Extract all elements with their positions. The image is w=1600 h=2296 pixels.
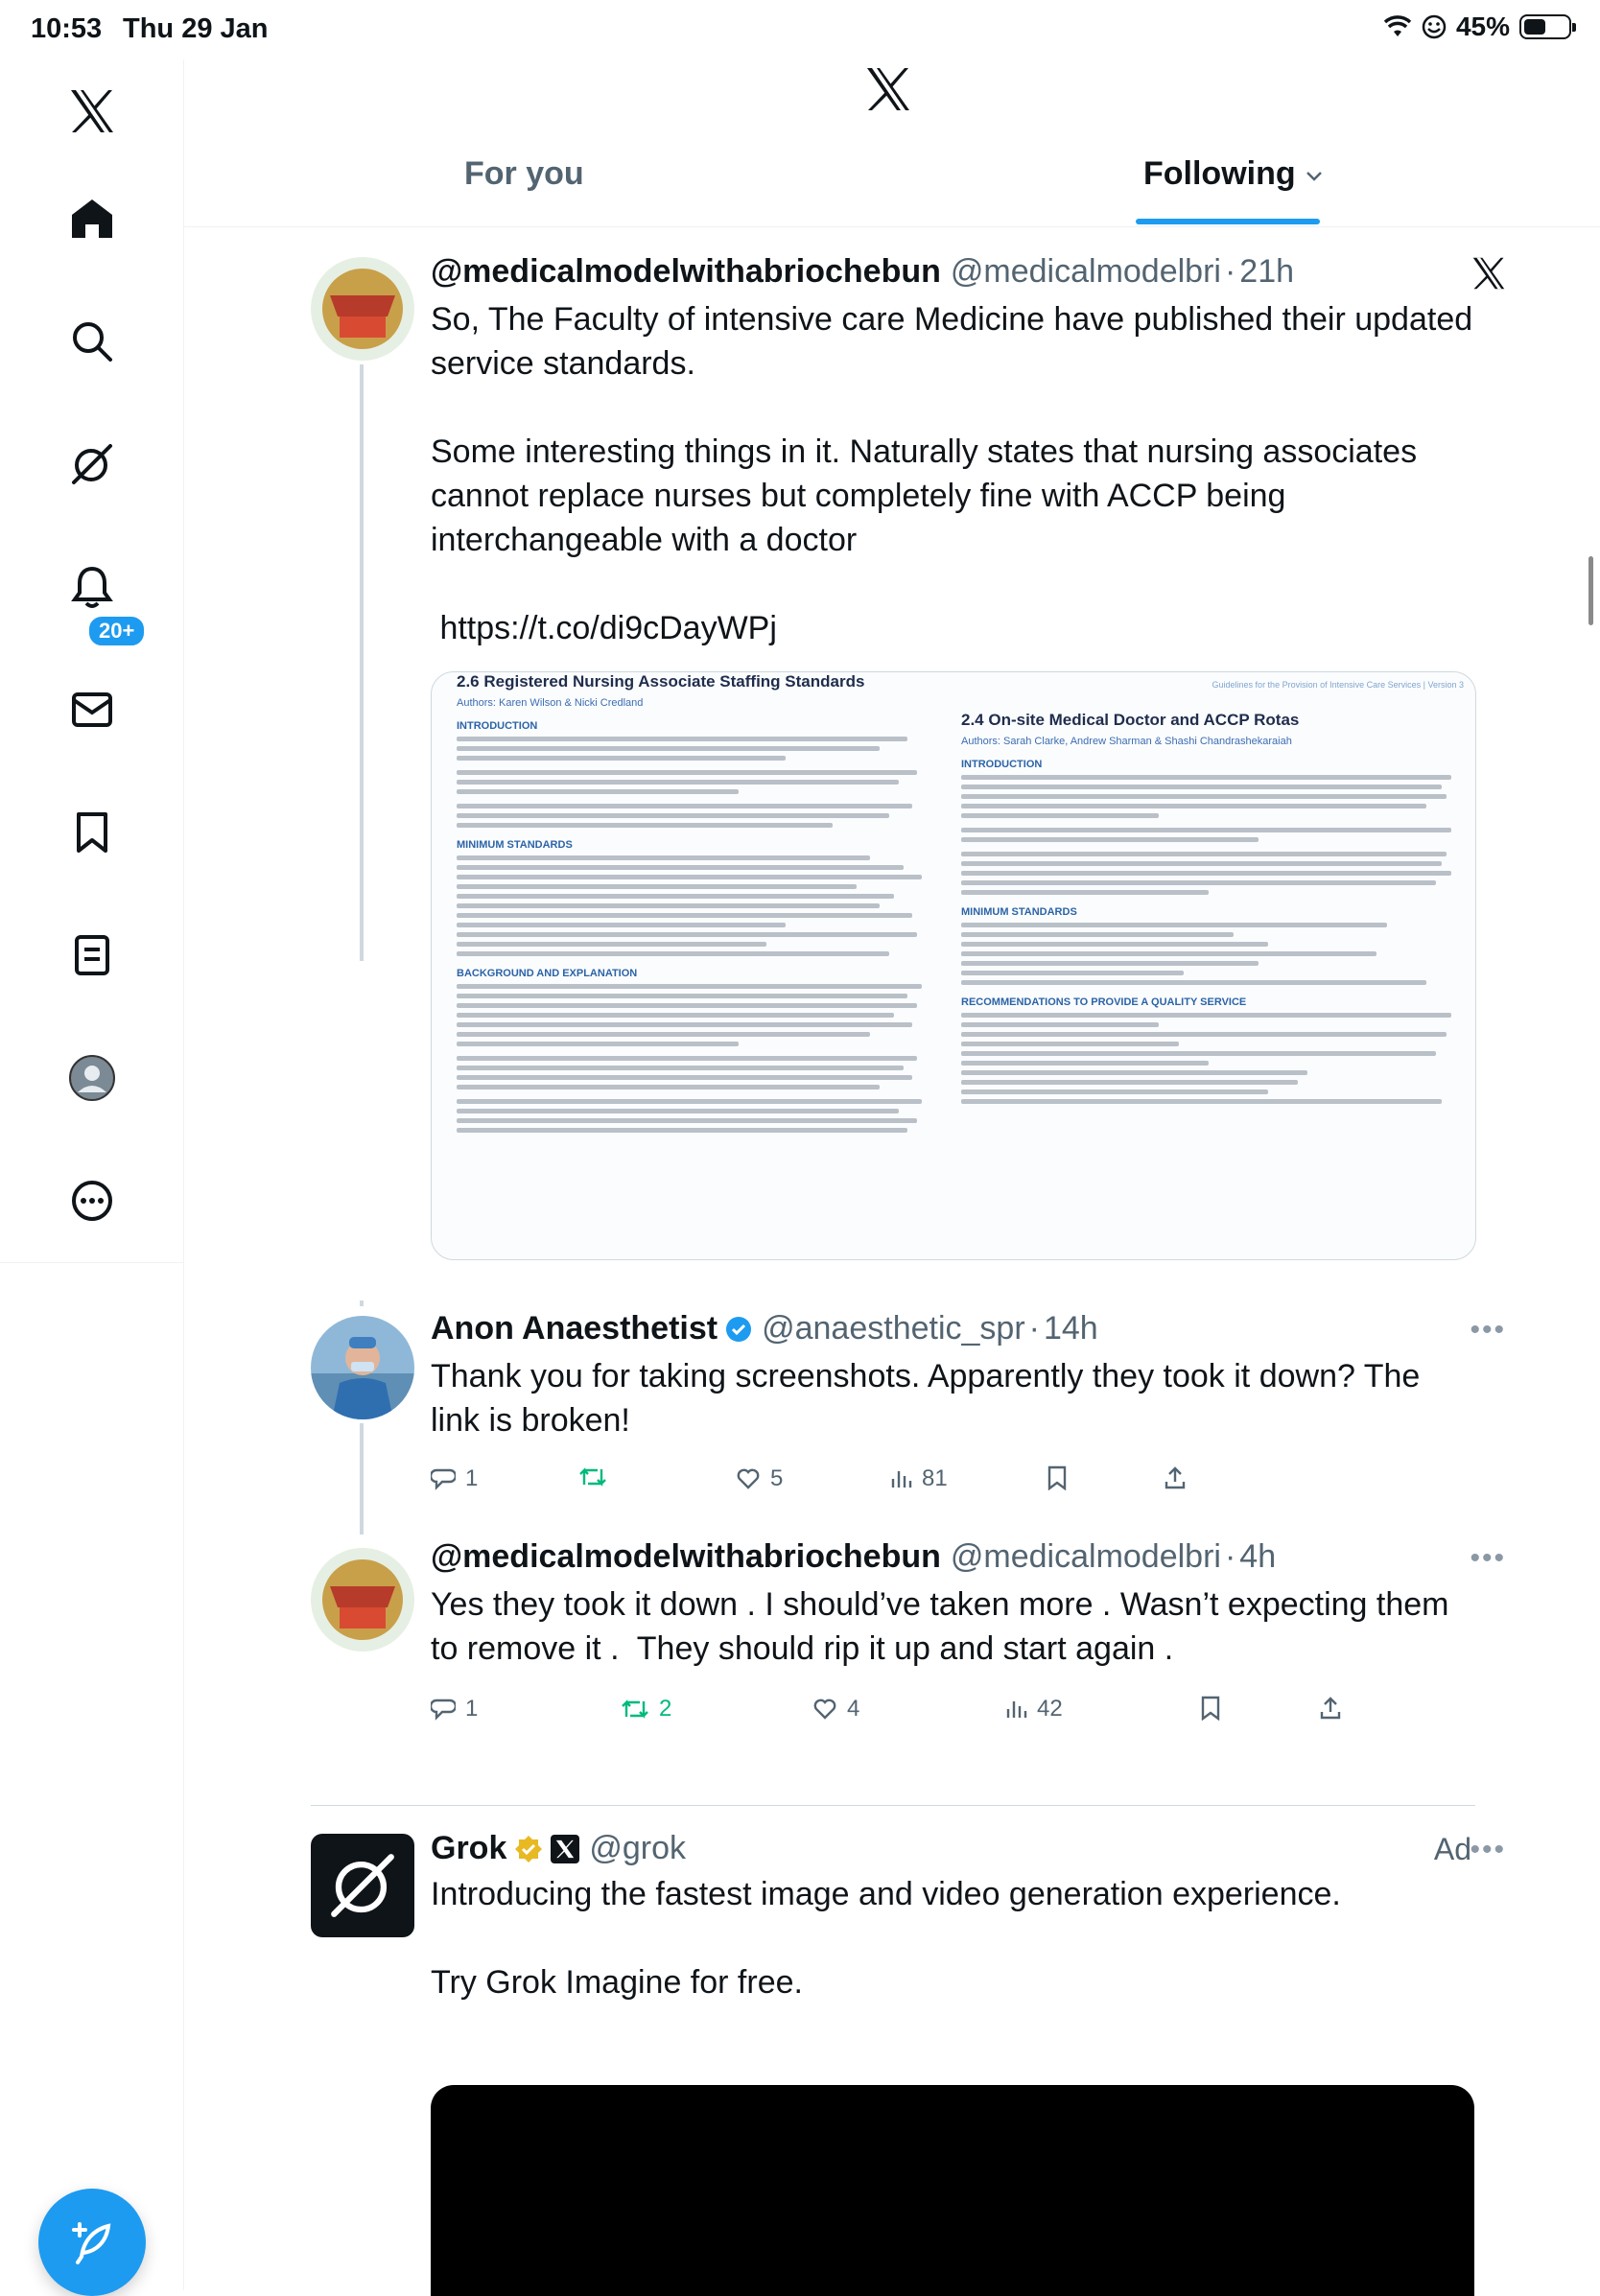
timeline-tabs [184,155,1600,227]
bookmark-icon [1047,1465,1068,1490]
tweet-3[interactable] [184,1535,1600,1722]
scrollbar[interactable] [1588,556,1593,625]
bookmark-icon [1200,1696,1221,1721]
tweet-time[interactable]: 21h [1239,253,1295,290]
views-button[interactable]: 81 [889,1465,948,1492]
more-icon[interactable] [54,1162,130,1239]
battery-icon [1519,14,1571,39]
ad-label: Ad [1433,1832,1471,1866]
status-time: 10:53 [31,13,103,44]
tweet-text: So, The Faculty of intensive care Medicine have published their updated service standards. Some interesting things in it. Naturally states that nursing associates cannot replace nurses but completely fine with ACCP being interchangeable with a doctor https://t.co/di9cDayWPj [431,301,1473,646]
main-timeline [184,59,1600,2290]
author-handle[interactable]: @medicalmodelbri [950,1538,1221,1575]
tweet-header [431,1830,686,1867]
share-icon [1164,1465,1187,1490]
like-button[interactable]: 5 [736,1465,783,1492]
doc-right-column [961,711,1456,1104]
bookmarks-icon[interactable] [54,794,130,871]
search-icon[interactable] [54,303,130,380]
status-bar [0,0,1600,59]
thread-line [360,1423,364,1535]
avatar[interactable] [311,1316,414,1419]
doc-left-section: MINIMUM STANDARDS [457,839,573,851]
verified-gold-badge-icon [514,1835,543,1863]
tweet-header: @medicalmodelwithabriochebun @medicalmodelbri · 21h [431,253,1295,290]
focus-smiley-icon [1422,14,1447,39]
grok-logo-icon [328,1851,397,1920]
tweet-actions [431,1696,1486,1734]
thread-line [360,364,364,961]
tweet-time[interactable]: 4h [1239,1538,1277,1575]
x-header-logo-icon [865,67,911,116]
tweet-image-preview[interactable] [431,671,1476,1260]
messages-icon[interactable] [54,671,130,748]
heart-icon [736,1467,761,1490]
x-logo-icon[interactable] [54,73,130,150]
tweet-text: Introducing the fastest image and video generation experience. Try Grok Imagine for free. [431,1876,1341,2001]
author-name[interactable]: @medicalmodelwithabriochebun [431,1538,941,1575]
avatar[interactable] [311,1834,414,1937]
avatar[interactable] [311,257,414,361]
doc-right-authors: Authors: Sarah Clarke, Andrew Sharman & Shashi Chandrashekaraiah [961,736,1292,747]
views-icon [889,1467,912,1490]
home-icon[interactable] [54,180,130,257]
share-button[interactable] [1319,1696,1342,1721]
affiliate-x-icon [551,1835,579,1863]
doc-left-section: BACKGROUND AND EXPLANATION [457,968,638,979]
more-options-icon[interactable]: ••• [1470,1314,1506,1346]
tweet-header: Anon Anaesthetist @anaesthetic_spr · 14h [431,1310,1098,1347]
reply-button[interactable]: 1 [431,1696,478,1722]
feed-divider [311,1805,1475,1806]
author-handle[interactable]: @grok [589,1830,687,1866]
reply-icon [431,1698,456,1721]
status-indicators [1383,12,1571,42]
grok-icon[interactable] [54,426,130,503]
author-name[interactable]: @medicalmodelwithabriochebun [431,253,941,290]
share-icon [1319,1696,1342,1721]
chevron-down-icon[interactable] [1306,171,1323,182]
doc-right-section: RECOMMENDATIONS TO PROVIDE A QUALITY SERVICE [961,996,1247,1008]
lists-icon[interactable] [54,917,130,994]
doc-header-tag: Guidelines for the Provision of Intensive Care Services | Version 3 [1212,680,1464,690]
avatar[interactable] [311,1548,414,1652]
repost-icon [621,1698,649,1721]
repost-button[interactable]: 2 [621,1696,671,1722]
tweet-1[interactable] [184,251,1600,1008]
thread-line-top [360,1300,364,1306]
author-handle[interactable]: @medicalmodelbri [950,253,1221,290]
tweet-time[interactable]: 14h [1043,1310,1098,1347]
verified-badge-icon [725,1316,752,1343]
doc-left-title: 2.6 Registered Nursing Associate Staffing Standards [457,672,865,691]
author-name[interactable]: Anon Anaesthetist [431,1310,718,1347]
tweet-text: Yes they took it down . I should’ve taken more . Wasn’t expecting them to remove it . They should rip it up and start again . [431,1586,1458,1667]
bookmark-button[interactable] [1047,1465,1068,1490]
like-button[interactable]: 4 [812,1696,859,1722]
views-button[interactable]: 42 [1004,1696,1063,1722]
notifications-badge: 20+ [86,614,147,648]
x-brand-icon[interactable] [1471,257,1506,294]
ad-media[interactable] [431,2085,1474,2296]
doc-left-column [457,672,927,1133]
author-name[interactable]: Grok [431,1830,507,1866]
sidebar-divider [0,1262,184,1263]
tweet-header: @medicalmodelwithabriochebun @medicalmodelbri · 4h [431,1538,1277,1575]
repost-button[interactable] [578,1465,617,1488]
share-button[interactable] [1164,1465,1187,1490]
battery-percent: 45% [1455,12,1510,41]
tweet-actions [431,1465,1486,1504]
heart-icon [812,1698,837,1721]
more-options-icon[interactable]: ••• [1470,1834,1506,1865]
doc-right-section: INTRODUCTION [961,759,1043,770]
doc-left-section: INTRODUCTION [457,720,538,732]
tab-for-you[interactable]: For you [464,155,584,192]
doc-left-authors: Authors: Karen Wilson & Nicki Credland [457,697,644,709]
more-options-icon[interactable]: ••• [1470,1542,1506,1574]
doc-right-title: 2.4 On-site Medical Doctor and ACCP Rotas [961,711,1300,729]
sidebar [0,59,184,2290]
reply-icon [431,1467,456,1490]
profile-avatar[interactable] [54,1040,130,1116]
bookmark-button[interactable] [1200,1696,1221,1721]
compose-feather-icon [68,2218,116,2266]
tweet-ad[interactable] [184,1830,1600,2290]
wifi-icon [1383,15,1412,38]
tab-following[interactable]: Following [1143,155,1323,226]
views-icon [1004,1698,1027,1721]
status-date: Thu 29 Jan [123,13,269,44]
repost-icon [578,1465,607,1488]
tweet-text: Thank you for taking screenshots. Apparently they took it down? The link is broken! [431,1358,1429,1439]
author-handle[interactable]: @anaesthetic_spr [762,1310,1025,1347]
compose-button[interactable] [38,2189,146,2296]
active-tab-indicator [1136,219,1320,224]
doc-right-section: MINIMUM STANDARDS [961,906,1077,918]
reply-button[interactable]: 1 [431,1465,478,1492]
tweet-2[interactable] [184,1304,1600,1535]
